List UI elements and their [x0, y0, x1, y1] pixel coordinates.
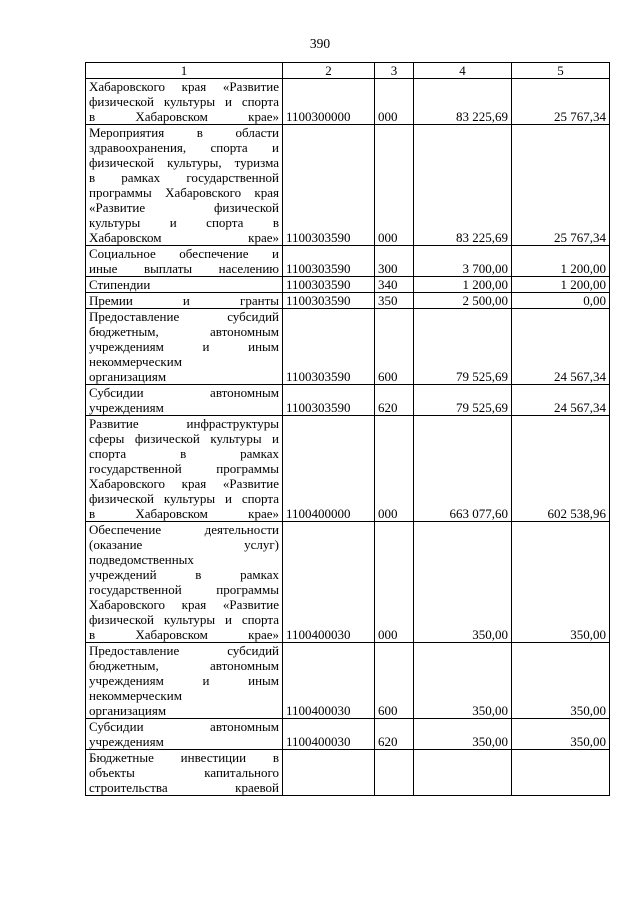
- table-row: [86, 125, 610, 246]
- row-sum1-cell: 3 700,00: [414, 246, 512, 277]
- row-sum1-cell: 83 225,69: [414, 79, 512, 125]
- row-name-cell: [86, 416, 283, 522]
- row-name-line: в Хабаровском крае»: [89, 506, 279, 521]
- table-row: [86, 522, 610, 643]
- header-cell-name: 1: [86, 63, 283, 79]
- row-name-line: учреждениям и иным: [89, 673, 279, 688]
- row-name-line: Хабаровского края «Развитие: [89, 79, 279, 94]
- table-row: [86, 643, 610, 719]
- row-name-line: Предоставление субсидий: [89, 643, 279, 658]
- row-sum1-cell: 350,00: [414, 719, 512, 750]
- row-name-cell: [86, 309, 283, 385]
- row-vr-cell: 620: [375, 719, 414, 750]
- row-vr-cell: 600: [375, 643, 414, 719]
- row-name-line: Хабаровского края «Развитие: [89, 476, 279, 491]
- row-name-line: в рамках государственной: [89, 170, 279, 185]
- row-name-cell: [86, 643, 283, 719]
- row-sum2-cell: 25 767,34: [512, 79, 610, 125]
- row-vr-cell: 340: [375, 277, 414, 293]
- row-sum1-cell: 2 500,00: [414, 293, 512, 309]
- row-name-line: здравоохранения, спорта и: [89, 140, 279, 155]
- row-name-line: некоммерческим: [89, 688, 182, 703]
- row-name-cell: [86, 750, 283, 796]
- row-name-line: культуры и спорта в: [89, 215, 279, 230]
- header-cell-code: 2: [283, 63, 375, 79]
- row-code-cell: 1100303590: [283, 277, 375, 293]
- row-sum2-cell: 24 567,34: [512, 385, 610, 416]
- row-name-line: в Хабаровском крае»: [89, 109, 279, 124]
- header-cell-sum2: 5: [512, 63, 610, 79]
- row-sum1-cell: [414, 750, 512, 796]
- row-name-line: некоммерческим: [89, 354, 182, 369]
- row-name-line: бюджетным, автономным: [89, 324, 279, 339]
- row-sum1-cell: 350,00: [414, 522, 512, 643]
- row-name-line: физической культуры и спорта: [89, 94, 279, 109]
- table-row: [86, 277, 610, 293]
- row-name-line: «Развитие физической: [89, 200, 279, 215]
- row-name-line: Бюджетные инвестиции в: [89, 750, 279, 765]
- table-body: [86, 79, 610, 796]
- row-name-line: Обеспечение деятельности: [89, 522, 279, 537]
- row-sum2-cell: 350,00: [512, 522, 610, 643]
- row-sum2-cell: [512, 750, 610, 796]
- row-sum2-cell: 1 200,00: [512, 246, 610, 277]
- row-code-cell: 1100400030: [283, 643, 375, 719]
- row-name-line: Стипендии: [89, 277, 151, 292]
- row-name-line: учреждениям: [89, 400, 164, 415]
- table-row: [86, 293, 610, 309]
- row-sum1-cell: 663 077,60: [414, 416, 512, 522]
- row-code-cell: [283, 750, 375, 796]
- row-vr-cell: 000: [375, 522, 414, 643]
- row-name-line: Социальное обеспечение и: [89, 246, 279, 261]
- row-code-cell: 1100400030: [283, 719, 375, 750]
- row-sum2-cell: 24 567,34: [512, 309, 610, 385]
- row-vr-cell: 300: [375, 246, 414, 277]
- table-row: [86, 719, 610, 750]
- header-cell-sum1: 4: [414, 63, 512, 79]
- row-name-cell: [86, 246, 283, 277]
- row-sum2-cell: 1 200,00: [512, 277, 610, 293]
- row-name-line: физической культуры, туризма: [89, 155, 279, 170]
- row-name-line: подведомственных: [89, 552, 194, 567]
- row-sum2-cell: 0,00: [512, 293, 610, 309]
- row-name-line: в Хабаровском крае»: [89, 627, 279, 642]
- row-code-cell: 1100303590: [283, 125, 375, 246]
- row-vr-cell: 350: [375, 293, 414, 309]
- row-code-cell: 1100400000: [283, 416, 375, 522]
- row-code-cell: 1100303590: [283, 385, 375, 416]
- row-code-cell: 1100303590: [283, 309, 375, 385]
- row-sum2-cell: 602 538,96: [512, 416, 610, 522]
- row-name-line: иные выплаты населению: [89, 261, 279, 276]
- row-name-cell: [86, 522, 283, 643]
- row-name-line: спорта в рамках: [89, 446, 279, 461]
- row-name-line: сферы физической культуры и: [89, 431, 279, 446]
- row-sum1-cell: 1 200,00: [414, 277, 512, 293]
- header-row: [86, 63, 610, 79]
- row-name-cell: [86, 719, 283, 750]
- row-name-line: физической культуры и спорта: [89, 612, 279, 627]
- row-name-line: Премии и гранты: [89, 293, 279, 308]
- row-vr-cell: 000: [375, 125, 414, 246]
- row-vr-cell: 620: [375, 385, 414, 416]
- row-code-cell: 1100303590: [283, 293, 375, 309]
- row-name-cell: [86, 277, 283, 293]
- row-vr-cell: 000: [375, 416, 414, 522]
- row-sum1-cell: 79 525,69: [414, 309, 512, 385]
- row-name-line: Субсидии автономным: [89, 719, 279, 734]
- row-name-line: программы Хабаровского края: [89, 185, 279, 200]
- row-name-line: государственной программы: [89, 582, 279, 597]
- row-name-cell: [86, 125, 283, 246]
- row-name-line: бюджетным, автономным: [89, 658, 279, 673]
- row-code-cell: 1100303590: [283, 246, 375, 277]
- row-name-cell: [86, 79, 283, 125]
- table-row: [86, 385, 610, 416]
- row-sum1-cell: 79 525,69: [414, 385, 512, 416]
- row-vr-cell: 600: [375, 309, 414, 385]
- table-header: [86, 63, 610, 79]
- table-row: [86, 309, 610, 385]
- row-name-line: Субсидии автономным: [89, 385, 279, 400]
- table-row: [86, 416, 610, 522]
- table-row: [86, 750, 610, 796]
- row-name-line: Хабаровского края «Развитие: [89, 597, 279, 612]
- row-name-line: Предоставление субсидий: [89, 309, 279, 324]
- row-code-cell: 1100400030: [283, 522, 375, 643]
- row-sum2-cell: 25 767,34: [512, 125, 610, 246]
- row-sum1-cell: 83 225,69: [414, 125, 512, 246]
- row-name-line: строительства краевой: [89, 780, 279, 795]
- row-name-line: учреждениям и иным: [89, 339, 279, 354]
- row-sum2-cell: 350,00: [512, 643, 610, 719]
- row-sum2-cell: 350,00: [512, 719, 610, 750]
- table-row: [86, 79, 610, 125]
- row-name-line: учреждениям: [89, 734, 164, 749]
- row-vr-cell: 000: [375, 79, 414, 125]
- row-name-line: объекты капитального: [89, 765, 279, 780]
- row-name-line: государственной программы: [89, 461, 279, 476]
- budget-table: [85, 62, 610, 796]
- table-row: [86, 246, 610, 277]
- row-name-line: Хабаровском крае»: [89, 230, 279, 245]
- row-name-line: учреждений в рамках: [89, 567, 279, 582]
- row-code-cell: 1100300000: [283, 79, 375, 125]
- row-name-line: (оказание услуг): [89, 537, 279, 552]
- row-name-line: Развитие инфраструктуры: [89, 416, 279, 431]
- row-name-line: физической культуры и спорта: [89, 491, 279, 506]
- row-sum1-cell: 350,00: [414, 643, 512, 719]
- page-number: 390: [309, 36, 331, 51]
- row-name-line: организациям: [89, 703, 167, 718]
- row-vr-cell: [375, 750, 414, 796]
- row-name-cell: [86, 293, 283, 309]
- row-name-line: организациям: [89, 369, 167, 384]
- row-name-line: Мероприятия в области: [89, 125, 279, 140]
- header-cell-vr: 3: [375, 63, 414, 79]
- row-name-cell: [86, 385, 283, 416]
